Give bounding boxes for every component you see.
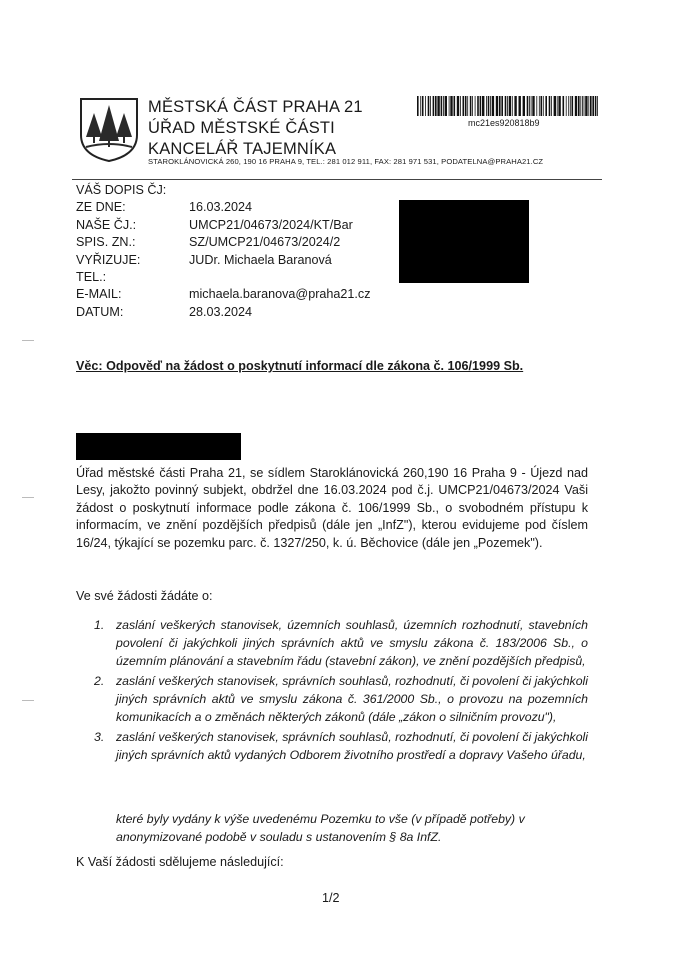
meta-row [76, 182, 406, 199]
meta-value: 16.03.2024 [189, 200, 253, 215]
list-item-number: 1. [94, 618, 105, 632]
meta-row [76, 269, 406, 286]
request-closing: které byly vydány k výše uvedenému Pozemku to vše (v případě potřeby) v anonymizované podobě v souladu s ustanovením § 8a InfZ. [116, 812, 525, 844]
meta-label: VÁŠ DOPIS ČJ: [76, 183, 167, 197]
meta-value: michaela.baranova@praha21.cz [189, 287, 371, 302]
barcode-icon [417, 96, 601, 116]
meta-value: JUDr. Michaela Baranová [189, 252, 332, 267]
list-item-text: zaslání veškerých stanovisek, správních souhlasů, rozhodnutí, či povolení či jakýchkoli jiných správních aktů vydaných Odborem životního prostředí a dopravy Vašeho úřadu, [116, 730, 588, 762]
request-list [90, 616, 588, 766]
meta-label: TEL.: [76, 269, 107, 284]
list-item-number: 3. [94, 730, 105, 744]
list-item [90, 672, 588, 726]
list-item-text: zaslání veškerých stanovisek, správních souhlasů, rozhodnutí, či povolení či jakýchkoli jiných správních aktů ve smyslu zákona č. 361/2000 Sb., o provozu na pozemních komunikacích a o změnách některých zákonů (dále „zákon o silničním provozu"), [116, 674, 588, 724]
org-line-1: MĚSTSKÁ ČÁST PRAHA 21 [148, 98, 363, 116]
margin-mark [22, 497, 34, 498]
meta-label: NAŠE ČJ.: [76, 217, 137, 232]
request-intro: Ve své žádosti žádáte o: [76, 589, 213, 603]
redacted-salutation [76, 433, 241, 460]
coat-of-arms-trees-icon [78, 97, 140, 163]
org-line-2: ÚŘAD MĚSTSKÉ ČÁSTI [148, 119, 335, 137]
meta-row [76, 199, 406, 216]
organization-name [148, 97, 363, 160]
meta-value: UMCP21/04673/2024/KT/Bar [189, 217, 353, 232]
meta-row [76, 286, 406, 303]
list-item-number: 2. [94, 674, 105, 688]
reference-block [76, 182, 406, 321]
list-item [90, 728, 588, 764]
response-intro: K Vaší žádosti sdělujeme následující: [76, 855, 284, 869]
meta-value: 28.03.2024 [189, 304, 253, 319]
meta-label: DATUM: [76, 304, 124, 319]
margin-mark [22, 700, 34, 701]
intro-paragraph: Úřad městské části Praha 21, se sídlem Staroklánovická 260,190 16 Praha 9 - Újezd nad Lesy, jakožto povinný subjekt, obdržel dne 16.03.2024 pod č.j. UMCP21/04673/2024 Vaši žádost o poskytnutí informace podle zákona č. 106/1999 Sb., o svobodném přístupu k informacím, ve znění pozdějších předpisů (dále jen „InfZ"), kterou evidujeme pod číslem 16/24, týkající se pozemku parc. č. 1327/250, k. ú. Běchovice (dále jen „Pozemek"). [76, 466, 588, 550]
meta-row [76, 234, 406, 251]
list-item [90, 616, 588, 670]
meta-row [76, 252, 406, 269]
header-divider [72, 179, 602, 180]
meta-label: E-MAIL: [76, 287, 122, 302]
meta-row [76, 217, 406, 234]
redacted-recipient-address [399, 200, 529, 283]
subject-line: Věc: Odpověď na žádost o poskytnutí informací dle zákona č. 106/1999 Sb. [76, 359, 524, 373]
org-line-3: KANCELÁŘ TAJEMNÍKA [148, 140, 337, 158]
meta-label: ZE DNE: [76, 200, 126, 215]
list-item-text: zaslání veškerých stanovisek, územních souhlasů, územních rozhodnutí, stavebních povolení či jakýchkoli jiných správních aktů ve smyslu zákona č. 183/2006 Sb., o územním plánování a stavebním řádu (stavební zákon), ve znění pozdějších předpisů, [116, 618, 588, 668]
margin-mark [22, 340, 34, 341]
meta-label: SPIS. ZN.: [76, 235, 136, 250]
meta-value: SZ/UMCP21/04673/2024/2 [189, 235, 341, 250]
page-number: 1/2 [322, 891, 340, 905]
meta-row [76, 304, 406, 321]
org-address: STAROKLÁNOVICKÁ 260, 190 16 PRAHA 9, TEL.: 281 012 911, FAX: 281 971 531, PODATELNA@PRAHA21.CZ [148, 157, 544, 166]
meta-label: VYŘIZUJE: [76, 252, 141, 267]
barcode-code: mc21es920818b9 [468, 118, 540, 128]
